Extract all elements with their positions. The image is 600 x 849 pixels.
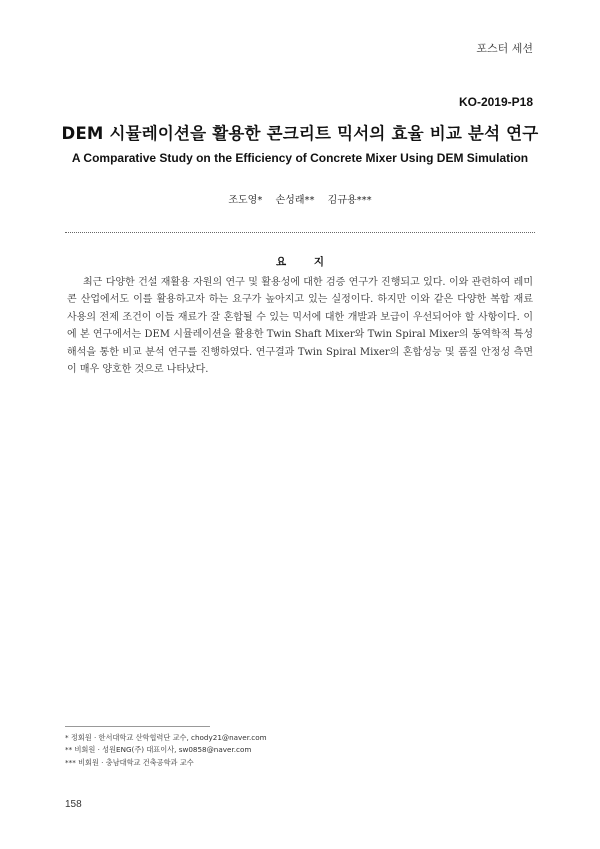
section-label: 포스터 세션 (476, 42, 533, 55)
paper-code: KO-2019-P18 (458, 95, 533, 109)
footnote-item: *** 비회원 · 충남대학교 건축공학과 교수 (65, 757, 194, 767)
page-number: 158 (65, 799, 82, 810)
footnote-item: ** 비회원 · 성원ENG(주) 대표이사, sw0858@naver.com (65, 745, 252, 755)
section-divider (65, 232, 535, 233)
abstract-body: 최근 다양한 건설 재활용 자원의 연구 및 활용성에 대한 검증 연구가 진행되고 있다. 이와 관련하여 레미콘 산업에서도 이를 활용하고자 하는 요구가 높아지고 있는 실정이다. 하지만 이와 같은 다양한 복합 재료 사용의 전제 조건이 이들 재료가 잘 혼합될 수 있는 믹서에 대한 개발과 보급이 우선되어야 할 사항이다. 이에 본 연구에서는 DEM 시뮬레이션을 활용한 Twin Shaft Mixer와 Twin Spiral Mixer의 동역학적 특성 해석을 통한 비교 분석 연구를 진행하였다. 연구결과 Twin Spiral Mixer의 혼합성능 및 품질 안정성 측면이 매우 양호한 것으로 나타났다. (67, 277, 533, 376)
title-english: A Comparative Study on the Efficiency of Concrete Mixer Using DEM Simulation (71, 151, 529, 165)
footnote-item: * 정회원 · 한서대학교 산학협력단 교수, chody21@naver.com (65, 733, 267, 742)
footnote-divider (65, 726, 210, 727)
author-list: 조도영* 손성래** 김규용*** (228, 195, 372, 206)
title-korean: DEM 시뮬레이션을 활용한 콘크리트 믹서의 효율 비교 분석 연구 (61, 124, 539, 143)
abstract-heading: 요 지 (276, 256, 336, 268)
footnote-list (65, 732, 535, 769)
